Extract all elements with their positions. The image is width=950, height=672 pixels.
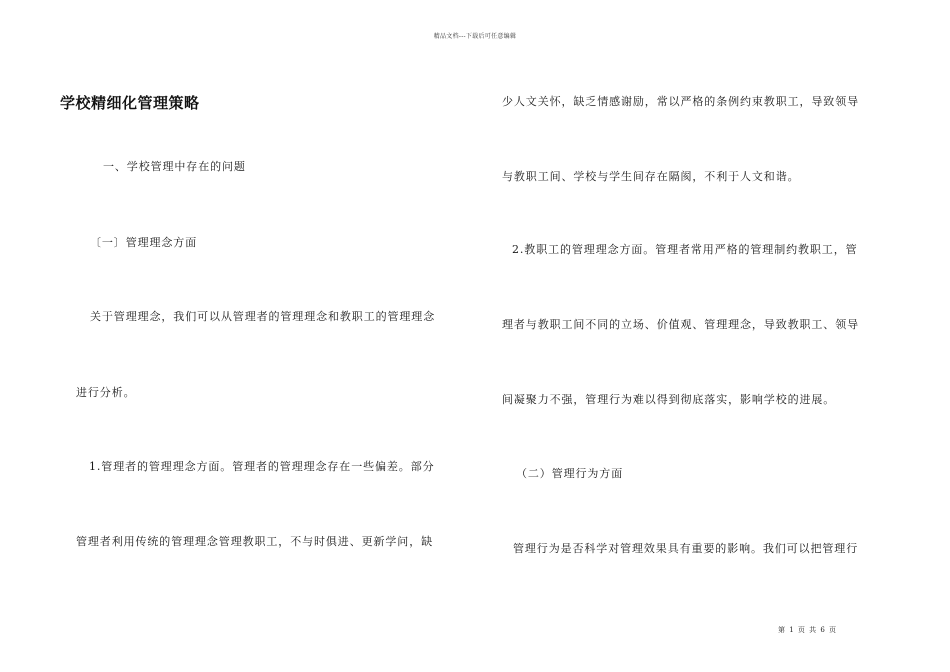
paragraph-line: 少人文关怀，缺乏情感谢励，常以严格的条例约束教职工，导致领导 — [502, 95, 859, 108]
paragraph-line: 进行分析。 — [76, 386, 136, 399]
paragraph-line: 2.教职工的管理理念方面。管理者常用严格的管理制约教职工，管 — [512, 243, 858, 256]
paragraph-line: 理者与教职工间不同的立场、价值观、管理理念，导致教职工、领导 — [502, 318, 859, 331]
paragraph-line: 间凝聚力不强，管理行为难以得到彻底落实，影响学校的进展。 — [502, 393, 836, 406]
sub-heading-2: （二）管理行为方面 — [516, 467, 624, 480]
paragraph-line: 1.管理者的管理理念方面。管理者的管理理念存在一些偏差。部分 — [89, 460, 435, 473]
sub-heading-1: 〔一〕管理理念方面 — [90, 236, 198, 249]
paragraph-line: 管理者利用传统的管理理念管理教职工，不与时俱进、更新学问，缺 — [76, 535, 433, 548]
section-heading: 一、学校管理中存在的问题 — [103, 160, 246, 173]
document-title: 学校精细化管理策略 — [60, 94, 200, 112]
paragraph-line: 与教职工间、学校与学生间存在隔阂，不利于人文和谐。 — [502, 170, 800, 183]
page-header-text: 精品文档---下载后可任意编辑 — [433, 33, 517, 40]
paragraph-line: 管理行为是否科学对管理效果具有重要的影响。我们可以把管理行 — [513, 542, 859, 555]
paragraph-line: 关于管理理念，我们可以从管理者的管理理念和教职工的管理理念 — [90, 310, 436, 323]
page-number: 第 1 页 共 6 页 — [778, 626, 838, 634]
